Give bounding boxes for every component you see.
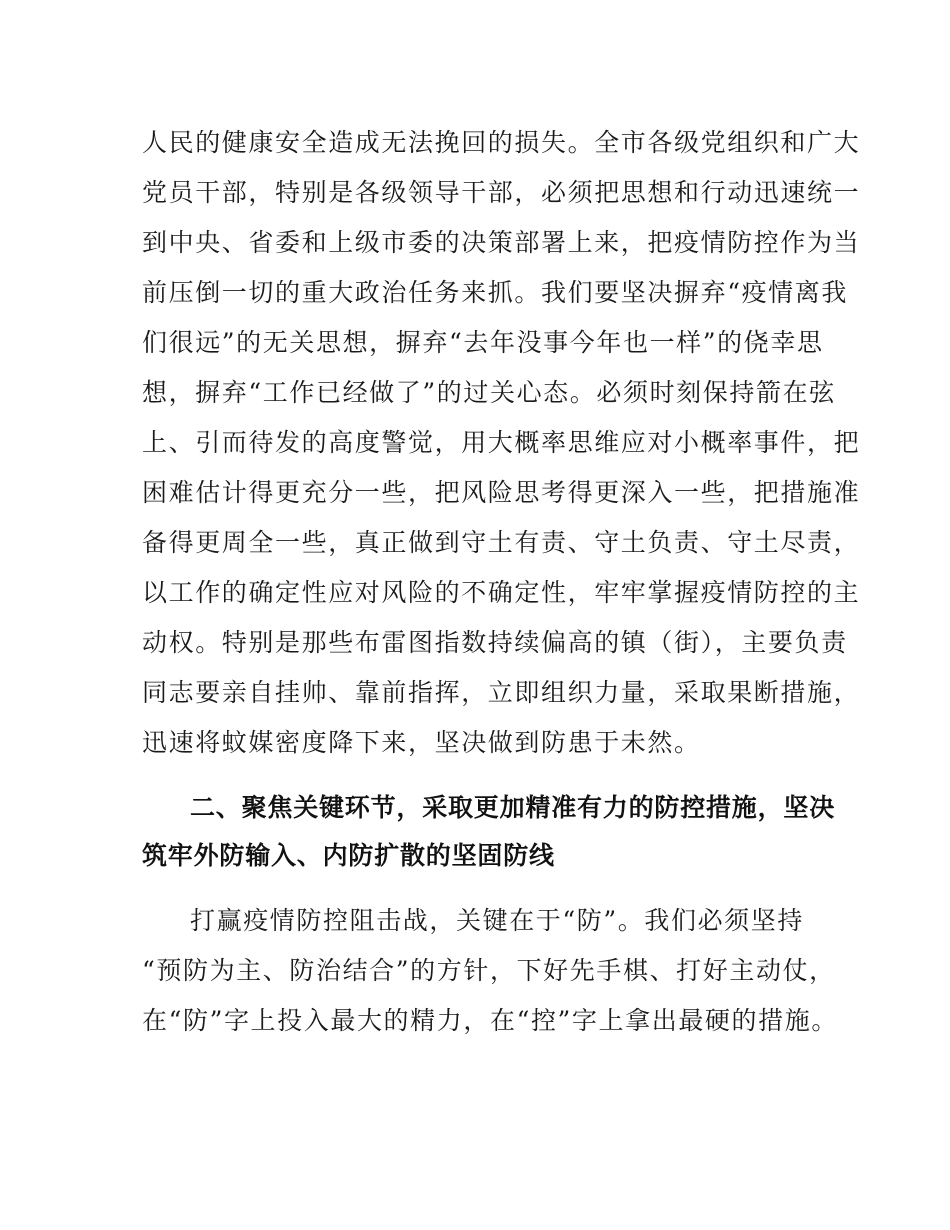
body-text-line: 动权。特别是那些布雷图指数持续偏高的镇（街），主要负责 xyxy=(142,628,848,657)
body-text-line: 困难估计得更充分一些，把风险思考得更深入一些，把措施准 xyxy=(142,478,861,507)
body-text-line: 备得更周全一些，真正做到守土有责、守土负责、守土尽责， xyxy=(142,528,861,557)
body-text-line: 上、引而待发的高度警觉，用大概率思维应对小概率事件，把 xyxy=(142,428,861,457)
body-text-line: 在“防”字上投入最大的精力，在“控”字上拿出最硬的措施。 xyxy=(142,1006,838,1035)
body-text-line: “预防为主、防治结合”的方针，下好先手棋、打好主动仗， xyxy=(142,956,836,985)
body-text-line: 打赢疫情防控阻击战，关键在于“防”。我们必须坚持 xyxy=(190,906,804,935)
body-text-line: 想，摒弃“工作已经做了”的过关心态。必须时刻保持箭在弦 xyxy=(142,378,836,407)
body-text-line: 前压倒一切的重大政治任务来抓。我们要坚决摒弃“疫情离我 xyxy=(142,278,848,307)
body-text-line: 同志要亲自挂帅、靠前指挥，立即组织力量，采取果断措施， xyxy=(142,678,861,707)
body-text-line: 们很远”的无关思想，摒弃“去年没事今年也一样”的侥幸思 xyxy=(142,328,824,357)
section-heading-line: 筑牢外防输入、内防扩散的坚固防线 xyxy=(142,841,555,870)
body-text-line: 以工作的确定性应对风险的不确定性，牢牢掌握疫情防控的主 xyxy=(142,578,861,607)
body-text-line: 人民的健康安全造成无法挽回的损失。全市各级党组织和广大 xyxy=(142,128,861,157)
body-text-line: 党员干部，特别是各级领导干部，必须把思想和行动迅速统一 xyxy=(142,178,861,207)
body-text-line: 迅速将蚊媒密度降下来，坚决做到防患于未然。 xyxy=(142,728,701,757)
body-text-line: 到中央、省委和上级市委的决策部署上来，把疫情防控作为当 xyxy=(142,228,861,257)
section-heading-line: 二、聚焦关键环节，采取更加精准有力的防控措施，坚决 xyxy=(190,793,836,822)
